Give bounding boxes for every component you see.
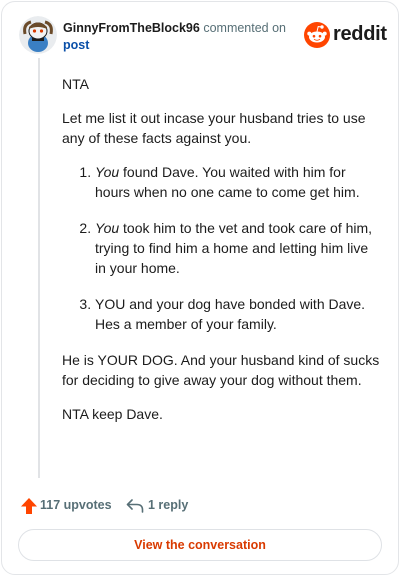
upvote-count: 117 upvotes [40,498,112,512]
upvote-arrow-icon[interactable] [20,497,38,515]
list-item-emphasis: You [95,164,120,180]
comment-meta [63,20,303,54]
reddit-brand[interactable] [304,22,387,48]
list-item [95,294,382,334]
comment-actions [20,496,380,516]
username-link[interactable]: GinnyFromTheBlock96 [63,21,200,35]
comment-card [1,1,399,575]
user-avatar-icon[interactable] [19,16,57,54]
list-item [95,218,382,278]
reddit-alien-icon [304,22,330,48]
comment-paragraph: He is YOUR DOG. And your husband kind of sucks for deciding to give away your dog without them. [62,352,380,388]
thread-line [38,58,40,478]
post-link[interactable]: post [63,38,90,52]
list-item-text: took him to the vet and took care of him, trying to find him a home and letting him live in your home. [95,220,373,276]
reply-count[interactable]: 1 reply [148,498,189,512]
comment-list [62,162,382,334]
reddit-wordmark: reddit [333,23,387,45]
comment-intro: NTA [62,76,89,92]
list-item-emphasis: You [95,220,120,236]
list-item-text: YOU and your dog have bonded with Dave. Hes a member of your family. [95,296,366,332]
view-conversation-button[interactable]: View the conversation [18,529,382,561]
list-item-text: found Dave. You waited with him for hours when no one came to come get him. [95,164,360,200]
comment-closing: NTA keep Dave. [62,406,163,422]
reply-arrow-icon[interactable] [126,498,144,514]
commented-on-label: commented on [203,21,287,35]
comment-header [19,16,387,56]
list-item [95,162,382,202]
comment-lead: Let me list it out incase your husband tries to use any of these facts against you. [62,110,366,146]
comment-body [62,74,382,438]
